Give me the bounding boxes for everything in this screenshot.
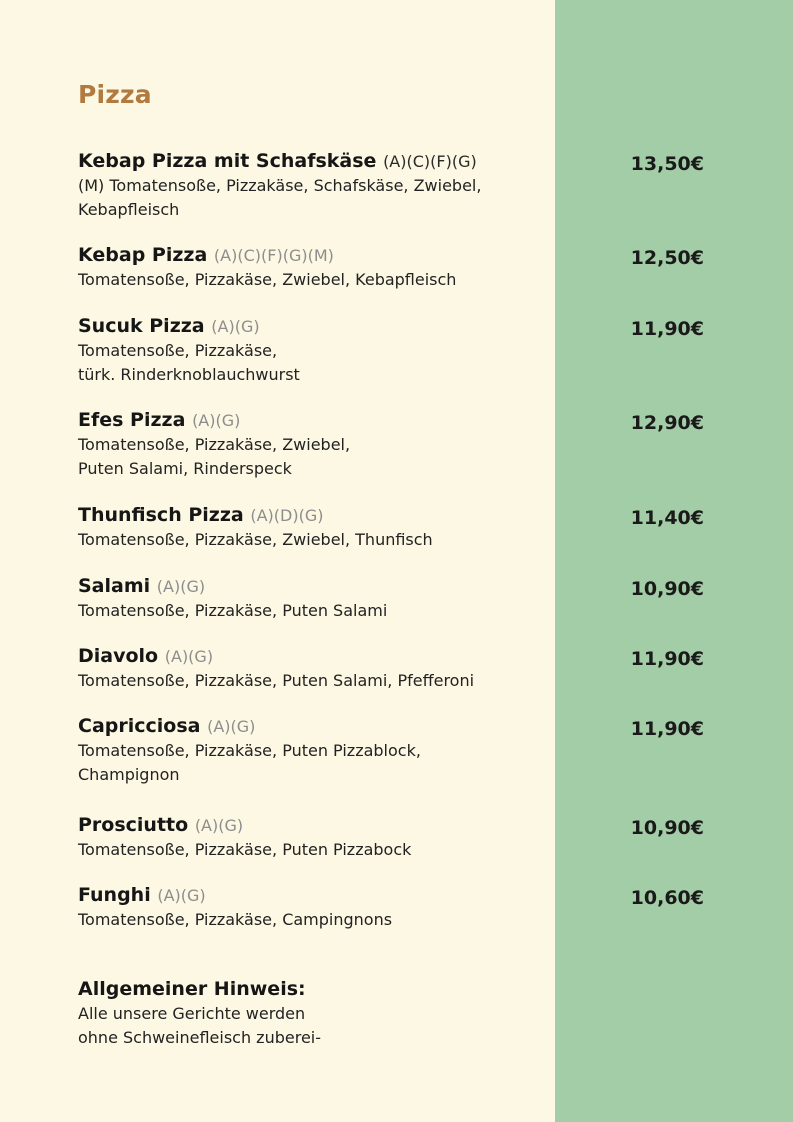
menu-item-diavolo	[78, 644, 718, 693]
item-price: 10,60€	[630, 887, 704, 909]
item-description: Tomatensoße, Pizzakäse, türk. Rinderknoblauchwurst	[78, 341, 300, 384]
item-description-line1: (M) Tomatensoße, Pizzakäse, Schafskäse, Zwiebel,	[78, 176, 482, 195]
menu-item-capricciosa	[78, 714, 718, 787]
menu-item-kebap-pizza-schafskaese	[78, 149, 718, 222]
menu-item-thunfisch-pizza	[78, 503, 718, 552]
item-name: Capricciosa	[78, 715, 201, 737]
item-name: Kebap Pizza	[78, 244, 208, 266]
item-description: Tomatensoße, Pizzakäse, Puten Salami	[78, 601, 388, 620]
item-allergens: (A)(G)	[157, 886, 206, 905]
menu-item-prosciutto	[78, 813, 718, 862]
item-price: 11,90€	[630, 318, 704, 340]
item-name: Diavolo	[78, 645, 159, 667]
menu-item-funghi	[78, 883, 718, 932]
item-price: 11,90€	[630, 648, 704, 670]
item-name: Kebap Pizza mit Schafskäse	[78, 150, 377, 172]
item-allergens: (A)(G)	[164, 647, 214, 666]
menu-item-efes-pizza	[78, 408, 718, 481]
note-title: Allgemeiner Hinweis:	[78, 978, 306, 1000]
item-price: 13,50€	[630, 153, 704, 175]
item-price: 12,90€	[630, 412, 704, 434]
item-description: Tomatensoße, Pizzakäse, Campingnons	[78, 910, 393, 929]
item-name: Sucuk Pizza	[78, 315, 205, 337]
menu-item-kebap-pizza	[78, 243, 718, 292]
item-name: Thunfisch Pizza	[78, 504, 244, 526]
item-price: 10,90€	[630, 578, 704, 600]
item-allergens: (A)(G)	[194, 816, 244, 835]
item-description: Tomatensoße, Pizzakäse, Puten Salami, Pfefferoni	[78, 671, 475, 690]
item-description: Tomatensoße, Pizzakäse, Zwiebel, Puten Salami, Rinderspeck	[78, 435, 351, 478]
item-name: Salami	[78, 575, 151, 597]
item-description: Tomatensoße, Pizzakäse, Puten Pizzabock	[78, 840, 412, 859]
menu-item-sucuk-pizza	[78, 314, 718, 387]
section-title: Pizza	[78, 80, 152, 109]
item-allergens: (A)(G)	[207, 717, 256, 736]
item-name: Funghi	[78, 884, 151, 906]
item-name: Efes Pizza	[78, 409, 186, 431]
item-allergens: (A)(G)	[211, 317, 260, 336]
item-price: 12,50€	[630, 247, 704, 269]
general-note	[78, 976, 548, 1050]
item-price: 11,90€	[630, 718, 704, 740]
item-price: 11,40€	[630, 507, 704, 529]
item-price: 10,90€	[630, 817, 704, 839]
item-description: Tomatensoße, Pizzakäse, Puten Pizzablock, Champignon	[78, 741, 421, 784]
item-allergens: (A)(G)	[156, 577, 206, 596]
item-name: Prosciutto	[78, 814, 189, 836]
item-allergens: (A)(C)(F)(G)	[383, 152, 477, 171]
item-description: Tomatensoße, Pizzakäse, Zwiebel, Thunfisch	[78, 530, 433, 549]
item-allergens: (A)(C)(F)(G)(M)	[213, 246, 334, 265]
item-description: Tomatensoße, Pizzakäse, Zwiebel, Kebapfleisch	[78, 270, 457, 289]
menu-item-salami	[78, 574, 718, 623]
item-allergens: (A)(D)(G)	[250, 506, 324, 525]
item-allergens: (A)(G)	[192, 411, 241, 430]
item-description: Kebapfleisch	[78, 200, 180, 219]
note-text: Alle unsere Gerichte werden ohne Schweinefleisch zuberei-	[78, 1004, 322, 1047]
